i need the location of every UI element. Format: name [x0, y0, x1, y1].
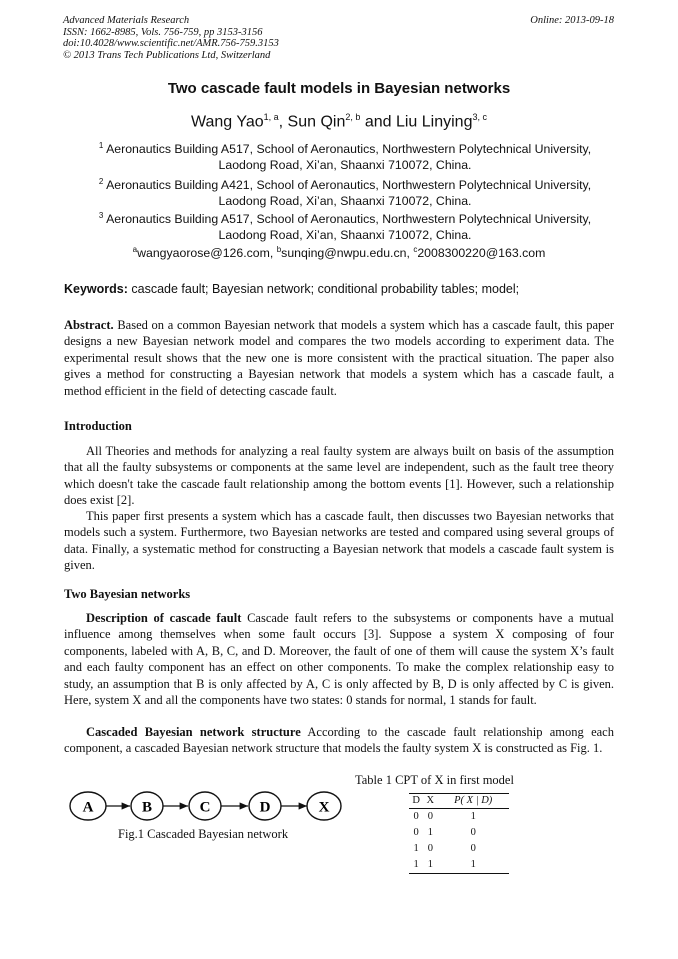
email-a[interactable]: wangyaorose@126.com, [137, 246, 277, 261]
doi-line: doi:10.4028/www.scientific.net/AMR.756-759.3153 [63, 38, 279, 49]
table-cell: 1 [423, 857, 437, 874]
affiliation-1-line2: Laodong Road, Xi’an, Shaanxi 710072, China. [218, 158, 472, 173]
affiliation-1-line1: Aeronautics Building A517, School of Aeronautics, Northwestern Polytechnical University, [106, 142, 592, 157]
email-c[interactable]: 2008300220@163.com [417, 246, 546, 261]
network-structure-label: Cascaded Bayesian network structure [86, 725, 301, 739]
table-cell: 0 [413, 811, 419, 822]
table-cell: 1 [427, 827, 433, 838]
affiliation-1-num: 1 [98, 141, 104, 150]
affiliation-1 [80, 138, 610, 173]
affiliation-3 [80, 208, 610, 243]
copyright-line: © 2013 Trans Tech Publications Ltd, Switzerland [63, 49, 271, 61]
author-line [0, 112, 678, 131]
author-2-sup: 2, b [345, 112, 361, 122]
table-cell: 1 [413, 843, 419, 854]
keywords-text: cascade fault; Bayesian network; conditional probability tables; model; [127, 282, 520, 296]
author-1-sup: 1, a [263, 112, 279, 122]
table-cell: 1 [409, 857, 423, 874]
table-header-row [409, 794, 509, 809]
issn-line: ISSN: 1662-8985, Vols. 756-759, pp 3153-3156 [63, 26, 263, 38]
keywords-label: Keywords: [64, 282, 128, 296]
email-c-sup: c [413, 245, 418, 254]
table-header-p: P( X | D) [437, 794, 509, 809]
email-b[interactable]: sunqing@nwpu.edu.cn, [281, 246, 414, 261]
author-sep-1: , [278, 113, 288, 131]
affiliation-3-num: 3 [98, 211, 104, 220]
keywords [64, 282, 624, 296]
author-2: Sun Qin [287, 113, 346, 131]
cascade-fault-label: Description of cascade fault [86, 611, 242, 625]
table-row [409, 809, 509, 826]
affiliation-3-line2: Laodong Road, Xi’an, Shaanxi 710072, China. [218, 228, 472, 243]
email-line [0, 245, 678, 260]
table-cell: 0 [470, 843, 476, 854]
figure-caption: Fig.1 Cascaded Bayesian network [118, 827, 289, 841]
table-row [409, 857, 509, 874]
table-caption: Table 1 CPT of X in first model [355, 773, 514, 787]
two-bayesian-heading: Two Bayesian networks [64, 587, 191, 601]
author-3: Liu Linying [395, 113, 473, 131]
node-x-label: X [318, 799, 330, 816]
author-1: Wang Yao [191, 113, 264, 131]
affiliation-2-line1: Aeronautics Building A421, School of Aeronautics, Northwestern Polytechnical University, [106, 178, 592, 193]
affiliation-2 [80, 174, 610, 209]
introduction-paragraph-2: This paper first presents a system which has a cascade fault, then discusses two Bayesian networks that models such a system. Furthermore, two Bayesian networks are tested and compared using several groups of data. Finally, a systematic method for constructing a Bayesian network that models a cascade fault system is given. [64, 509, 614, 573]
table-row [409, 825, 509, 841]
email-a-sup: a [132, 245, 138, 254]
introduction-paragraph-1: All Theories and methods for analyzing a real faulty system are always built on basis of the assumption that all the faulty subsystems or components at the same level are independent, such as the fault tree theory which doesn't take the cascade fault relationship among the bottom events [1]. However, such a relationship does exist [2]. [64, 444, 614, 508]
table-cell: 0 [413, 827, 419, 838]
table-cell: 1 [470, 811, 476, 822]
node-a-label: A [82, 799, 94, 816]
affiliation-2-num: 2 [98, 177, 104, 186]
paper-title: Two cascade fault models in Bayesian networks [167, 80, 511, 97]
cpt-table [409, 793, 509, 874]
cascaded-network-figure [64, 786, 354, 856]
abstract-text: Based on a common Bayesian network that models a system which has a cascade fault, this paper designs a new Bayesian network model and compares the two models according to experiment data. The experimental result shows that the new one is more consistent with the practical situation. The paper also gives a method for constructing a Bayesian network that models a system which has a cascade fault, a method efficient in the field of detecting cascade fault. [64, 318, 614, 398]
author-3-sup: 3, c [472, 112, 487, 122]
affiliation-3-line1: Aeronautics Building A517, School of Aeronautics, Northwestern Polytechnical University, [106, 212, 592, 227]
table-cell: 0 [470, 827, 476, 838]
email-b-sup: b [276, 245, 282, 254]
table-header-d: D [409, 794, 423, 809]
abstract-label: Abstract. [64, 318, 114, 332]
affiliation-2-line2: Laodong Road, Xi’an, Shaanxi 710072, China. [218, 194, 472, 209]
table-cell: 0 [427, 811, 433, 822]
journal-header [63, 15, 279, 61]
table-cell: 1 [437, 857, 509, 874]
author-sep-2: and [360, 113, 396, 131]
network-structure-text: According to the cascade fault relationship among each component, a cascaded Bayesian network structure that models the faulty system X is constructed as Fig. 1. [64, 725, 614, 756]
journal-name: Advanced Materials Research [63, 15, 190, 26]
table-cell: 0 [427, 843, 433, 854]
online-date: Online: 2013-09-18 [530, 15, 614, 26]
abstract [64, 317, 614, 399]
network-structure-paragraph [64, 724, 614, 757]
table-row [409, 841, 509, 857]
introduction-heading: Introduction [64, 419, 132, 433]
node-b-label: B [141, 799, 153, 816]
node-c-label: C [199, 799, 211, 816]
cascade-fault-description [64, 610, 614, 708]
node-d-label: D [259, 799, 271, 816]
cascade-fault-text: Cascade fault refers to the subsystems or components have a mutual influence among themselves when some fault occurs [3]. Suppose a system X composing of four components, labeled with A, B, C, and D. Moreover, the fault of one of them will cause the system X’s fault and each faulty component has an effect on other components. To make the complex relationship easy to study, an assumption that B is only affected by A, C is only affected by B, D is only affected by C is given. Here, system X and all the components have two states: 0 stands for normal, 1 stands for fault. [64, 611, 614, 708]
table-header-x: X [423, 794, 437, 809]
